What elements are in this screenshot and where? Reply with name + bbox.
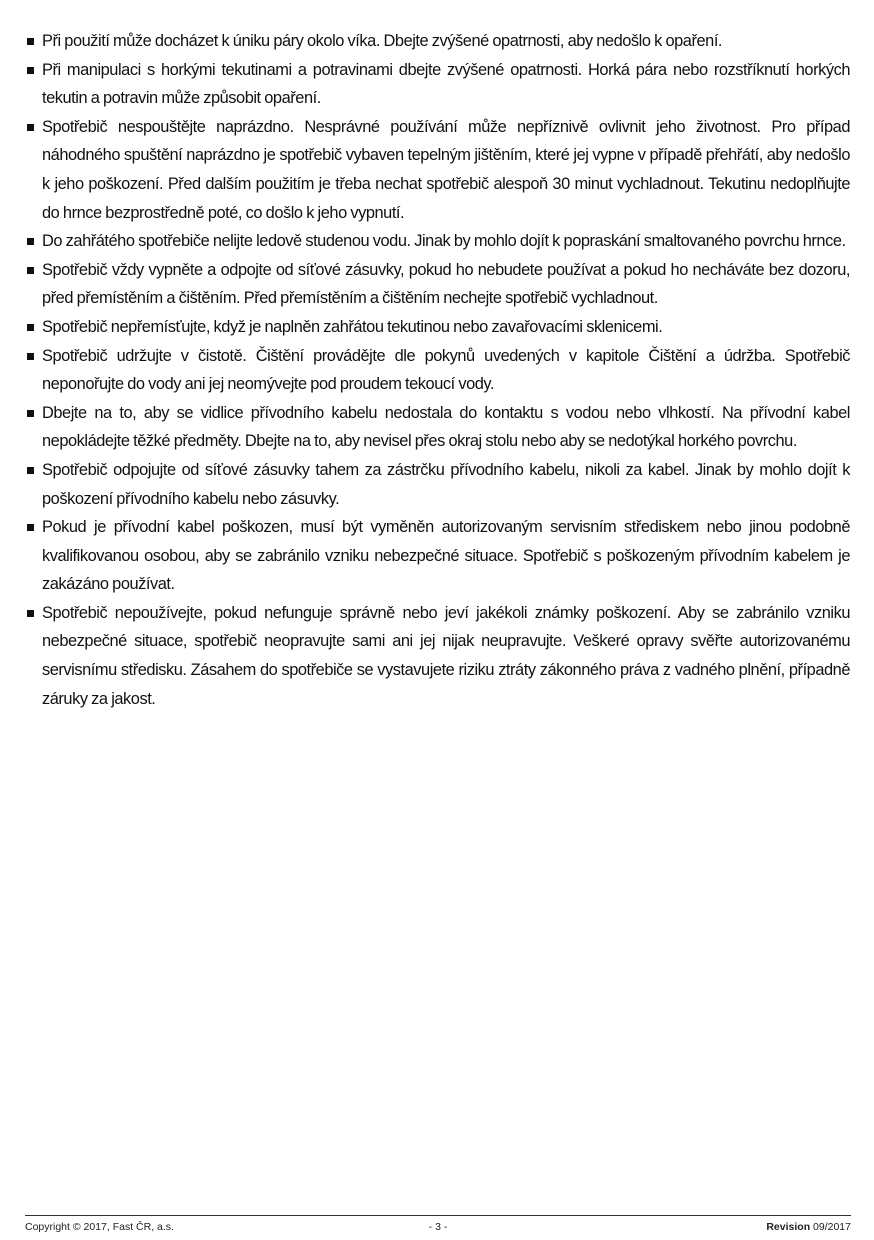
footer-revision-label: Revision xyxy=(766,1221,811,1233)
square-bullet-icon xyxy=(27,353,34,360)
footer-copyright: Copyright © 2017, Fast ČR, a.s. xyxy=(25,1221,174,1233)
list-item-text: Spotřebič nepřemísťujte, když je naplněn zahřátou tekutinou nebo zavařovacími sklenicemi. xyxy=(42,317,663,336)
list-item xyxy=(27,113,850,227)
list-item xyxy=(27,27,850,56)
square-bullet-icon xyxy=(27,238,34,245)
square-bullet-icon xyxy=(27,524,34,531)
list-item xyxy=(27,599,850,713)
list-item xyxy=(27,56,850,113)
list-item xyxy=(27,456,850,513)
footer-revision-value: 09/2017 xyxy=(813,1221,851,1233)
footer-page-number: - 3 - xyxy=(428,1221,448,1233)
safety-instructions-list xyxy=(27,27,850,713)
square-bullet-icon xyxy=(27,610,34,617)
list-item xyxy=(27,513,850,599)
list-item-text: Do zahřátého spotřebiče nelijte ledově studenou vodu. Jinak by mohlo dojít k popraskání smaltovaného povrchu hrnce. xyxy=(42,232,846,251)
list-item-text: Spotřebič udržujte v čistotě. Čištění provádějte dle pokynů uvedených v kapitole Čištění a údržba. Spotřebič neponořujte do vody ani jej neomývejte pod proudem tekoucí vody. xyxy=(42,346,850,394)
page-footer xyxy=(25,1219,851,1235)
square-bullet-icon xyxy=(27,67,34,74)
square-bullet-icon xyxy=(27,38,34,45)
list-item-text: Spotřebič nepoužívejte, pokud nefunguje správně nebo jeví jakékoli známky poškození. Aby se zabránilo vzniku nebezpečné situace, spotřebič neopravujte sami ani jej nijak neupravujte. Veškeré opravy svěřte autorizovanému servisnímu středisku. Zásahem do spotřebiče se vystavujete riziku ztráty zákonného práva z vadného plnění, případně záruky za jakost. xyxy=(42,603,850,708)
square-bullet-icon xyxy=(27,124,34,131)
list-item xyxy=(27,313,850,342)
list-item-text: Spotřebič vždy vypněte a odpojte od síťové zásuvky, pokud ho nebudete používat a pokud ho necháváte bez dozoru, před přemístěním a čištěním. Před přemístěním a čištěním nechejte spotřebič vychladnout. xyxy=(42,260,850,308)
list-item-text: Spotřebič odpojujte od síťové zásuvky tahem za zástrčku přívodního kabelu, nikoli za kabel. Jinak by mohlo dojít k poškození přívodního kabelu nebo zásuvky. xyxy=(42,460,850,508)
square-bullet-icon xyxy=(27,267,34,274)
list-item xyxy=(27,256,850,313)
footer-divider xyxy=(25,1215,851,1216)
square-bullet-icon xyxy=(27,410,34,417)
footer-revision xyxy=(766,1219,851,1235)
list-item xyxy=(27,342,850,399)
list-item-text: Spotřebič nespouštějte naprázdno. Nesprávné používání může nepříznivě ovlivnit jeho životnost. Pro případ náhodného spuštění naprázdno je spotřebič vybaven tepelným jištěním, které jej vypne v případě přehřátí, aby nedošlo k jeho poškození. Před dalším použitím je třeba nechat spotřebič alespoň 30 minut vychladnout. Tekutinu nedoplňujte do hrnce bezprostředně poté, co došlo k jeho vypnutí. xyxy=(42,117,850,222)
list-item xyxy=(27,227,850,256)
list-item-text: Pokud je přívodní kabel poškozen, musí být vyměněn autorizovaným servisním střediskem nebo jinou podobně kvalifikovanou osobou, aby se zabránilo vzniku nebezpečné situace. Spotřebič s poškozeným přívodním kabelem je zakázáno používat. xyxy=(42,518,850,594)
square-bullet-icon xyxy=(27,467,34,474)
list-item-text: Při manipulaci s horkými tekutinami a potravinami dbejte zvýšené opatrnosti. Horká pára nebo rozstříknutí horkých tekutin a potravin může způsobit opaření. xyxy=(42,60,850,108)
list-item-text: Dbejte na to, aby se vidlice přívodního kabelu nedostala do kontaktu s vodou nebo vlhkostí. Na přívodní kabel nepokládejte těžké předměty. Dbejte na to, aby nevisel přes okraj stolu nebo aby se nedotýkal horkého povrchu. xyxy=(42,403,850,451)
square-bullet-icon xyxy=(27,324,34,331)
list-item xyxy=(27,399,850,456)
list-item-text: Při použití může docházet k úniku páry okolo víka. Dbejte zvýšené opatrnosti, aby nedošlo k opaření. xyxy=(42,32,723,50)
